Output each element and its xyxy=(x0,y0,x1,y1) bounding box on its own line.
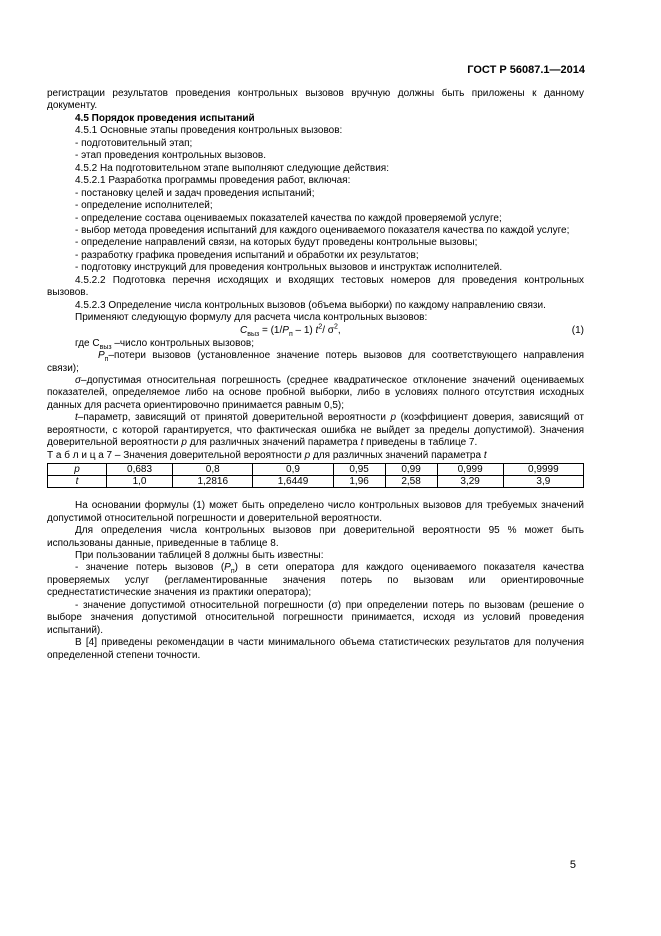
document-body xyxy=(47,88,584,662)
list-item: - определение направлений связи, на которых будут проведены контрольные вызовы; xyxy=(75,237,478,249)
paragraph: 4.5.2.3 Определение числа контрольных вызовов (объема выборки) по каждому направлению связи. xyxy=(75,299,546,311)
paragraph: 4.5.2.1 Разработка программы проведения работ, включая: xyxy=(75,175,351,187)
paragraph: Для определения числа контрольных вызовов при доверительной вероятности 95 % может быть использованы данные, приведенные в таблице 8. xyxy=(47,525,584,549)
list-item: - определение исполнителей; xyxy=(75,200,213,212)
page-number: 5 xyxy=(569,859,576,871)
definition: t–параметр, зависящий от принятой доверительной вероятности p (коэффициент доверия, зависящий от вероятности, с которой гарантируется, что фактическая ошибка не выйдет за пределы допустимой). Значения доверительной вероятности p для различных значений параметра t приведены в таблице 7. xyxy=(47,412,584,449)
list-item: - этап проведения контрольных вызовов. xyxy=(75,150,266,162)
table-cell: 0,99 xyxy=(385,464,437,476)
table-cell: 1,0 xyxy=(107,476,173,488)
row-header: t xyxy=(48,476,107,488)
list-item: - определение состава оцениваемых показателей качества по каждой проверяемой услуге; xyxy=(75,212,502,224)
paragraph: 4.5.2.2 Подготовка перечня исходящих и входящих тестовых номеров для проведения контрольных вызовов. xyxy=(47,274,584,299)
table-cell: 0,95 xyxy=(333,464,385,476)
paragraph: В [4] приведены рекомендации в части минимального объема статистических результатов для получения определенной степени точности. xyxy=(47,637,584,661)
probability-table xyxy=(47,463,584,488)
list-item: - разработку графика проведения испытаний и обработки их результатов; xyxy=(75,249,419,261)
definition: $P_п$–потери вызовов (установленное значение потерь вызовов для соответствующего направления связи); xyxy=(47,350,584,374)
table-cell: 1,96 xyxy=(333,476,385,488)
list-item: - подготовительный этап; xyxy=(75,137,193,149)
list-item: - постановку целей и задач проведения испытаний; xyxy=(75,187,315,199)
formula: $C_{выз} = (1/P_п - 1)$ $t^2/$ $\sigma^2$, xyxy=(240,323,341,338)
formula-number: (1) xyxy=(571,324,584,336)
table-cell: 0,9 xyxy=(253,464,333,476)
definition: где $C_{выз}$ –число контрольных вызовов; xyxy=(75,337,254,351)
table-cell: 1,6449 xyxy=(253,476,333,488)
definition: σ–допустимая относительная погрешность (среднее квадратическое отклонение значений оцениваемых показателей, определяемое либо на основе пробной выборки, либо в условиях полного отсутствия исходных данных для расчета ориентировочно принимается равным 0,5); xyxy=(47,374,584,411)
table-cell: 3,29 xyxy=(437,476,503,488)
table-caption: Т а б л и ц а 7 – Значения доверительной вероятности p для различных значений параметра t xyxy=(47,449,487,461)
paragraph: Применяют следующую формулу для расчета числа контрольных вызовов: xyxy=(75,312,428,324)
section-heading: 4.5 Порядок проведения испытаний xyxy=(75,112,255,124)
list-item: - значение допустимой относительной погрешности (σ) при определении потерь по вызовам (решение о выборе значения допустимой относительной погрешности принимается, исходя из условий проведения испытаний). xyxy=(47,599,584,636)
formula-row xyxy=(47,325,584,338)
list-item: - выбор метода проведения испытаний для каждого оцениваемого показателя качества по каждой услуге; xyxy=(75,224,570,236)
list-item: - значение потерь вызовов $(P_п)$ в сети оператора для каждого оцениваемого показателя качества проверяемых услуг (регламентированные значения потерь по вызовам или ориентировочные среднестатистические значения из практики оператора); xyxy=(47,562,584,599)
document-header: ГОСТ Р 56087.1—2014 xyxy=(467,64,585,76)
paragraph: 4.5.2 На подготовительном этапе выполняют следующие действия: xyxy=(75,162,390,174)
list-item: - подготовку инструкций для проведения контрольных вызовов и инструктаж исполнителей. xyxy=(75,262,503,274)
table-row xyxy=(48,476,584,488)
table-cell: 2,58 xyxy=(385,476,437,488)
paragraph: При пользовании таблицей 8 должны быть известны: xyxy=(75,549,324,561)
table-cell: 1,2816 xyxy=(173,476,253,488)
table-cell: 3,9 xyxy=(503,476,583,488)
row-header: p xyxy=(48,464,107,476)
table-row xyxy=(48,464,584,476)
table-cell: 0,9999 xyxy=(503,464,583,476)
table-cell: 0,999 xyxy=(437,464,503,476)
paragraph: регистрации результатов проведения контрольных вызовов вручную должны быть приложены к данному документу. xyxy=(47,88,584,112)
paragraph: 4.5.1 Основные этапы проведения контрольных вызовов: xyxy=(75,125,343,137)
table-cell: 0,8 xyxy=(173,464,253,476)
paragraph: На основании формулы (1) может быть определено число контрольных вызовов для требуемых значений допустимой относительной погрешности и доверительной вероятности. xyxy=(47,500,584,524)
table-cell: 0,683 xyxy=(107,464,173,476)
